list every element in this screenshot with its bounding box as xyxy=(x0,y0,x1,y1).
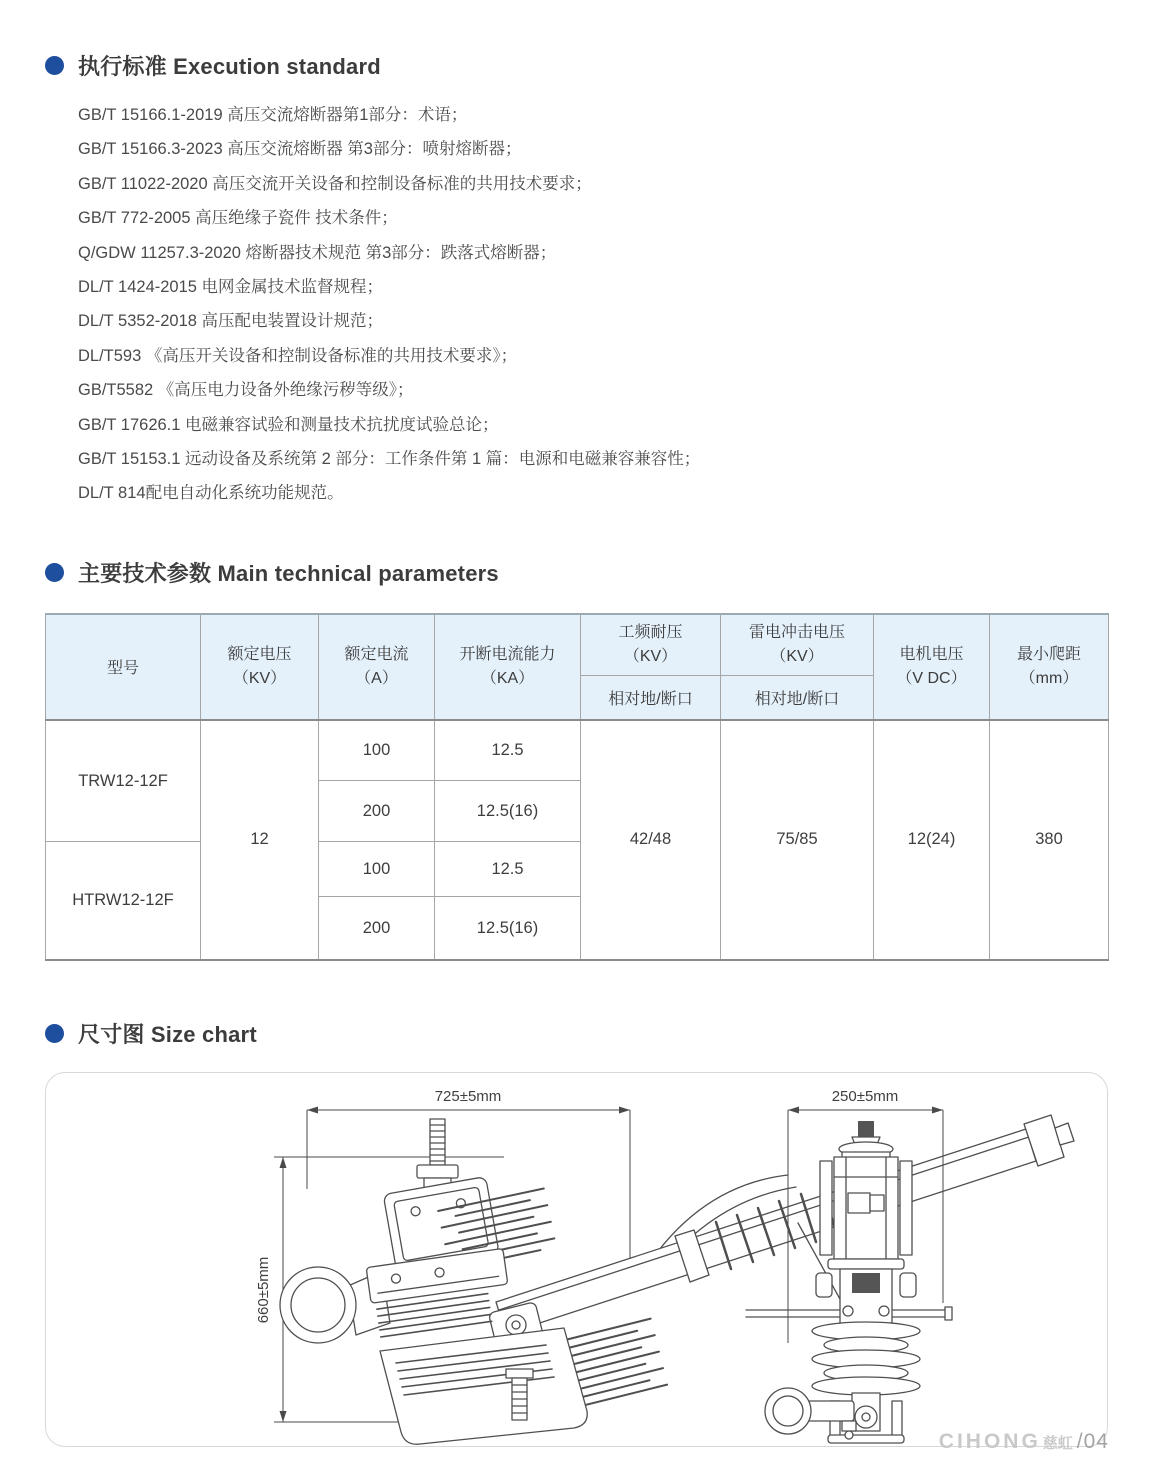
section-header xyxy=(45,50,1108,81)
header-line: 最小爬距 xyxy=(1016,645,1081,663)
section-header xyxy=(45,557,1108,588)
standard-item: GB/T 15153.1 远动设备及系统第 2 部分：工作条件第 1 篇：电源和电磁兼容兼容性； xyxy=(78,450,701,469)
header-line: 额定电流 xyxy=(344,645,409,663)
col-header-pf-withstand xyxy=(581,614,721,676)
header-line: （A） xyxy=(355,669,398,687)
standard-item: GB/T 17626.1 电磁兼容试验和测量技术抗扰度试验总论； xyxy=(78,415,499,434)
standard-item: Q/GDW 11257.3-2020 熔断器技术规范 第3部分：跌落式熔断器； xyxy=(78,243,557,262)
cell-breaking: 12.5 xyxy=(435,842,581,897)
section-bullet-icon xyxy=(45,1024,64,1043)
header-line: （KV） xyxy=(232,669,287,687)
cell-model-trw12: TRW12-12F xyxy=(46,720,201,842)
size-chart-box xyxy=(45,1072,1108,1447)
brand-logo-cn: 慈虹 xyxy=(1042,1435,1073,1452)
section-title-size-chart: 尺寸图 Size chart xyxy=(78,1021,257,1047)
cell-rated-voltage: 12 xyxy=(201,720,319,960)
col-header-creepage xyxy=(990,614,1109,720)
cell-breaking: 12.5(16) xyxy=(435,897,581,960)
header-line: 额定电压 xyxy=(227,645,292,663)
page-number: /04 xyxy=(1076,1430,1109,1453)
parameters-table xyxy=(45,613,1109,961)
section-parameters xyxy=(45,557,1108,961)
standard-item: GB/T 15166.3-2023 高压交流熔断器 第3部分：喷射熔断器； xyxy=(78,140,522,159)
standard-item: GB/T5582 《高压电力设备外绝缘污秽等级》； xyxy=(78,381,414,400)
cell-current: 200 xyxy=(319,897,435,960)
cell-lightning: 75/85 xyxy=(721,720,874,960)
header-line: （KV） xyxy=(770,648,824,666)
section-header xyxy=(45,1018,1108,1049)
header-line: 工频耐压 xyxy=(618,624,683,642)
header-line: （mm） xyxy=(1019,669,1079,687)
col-header-model: 型号 xyxy=(46,614,201,720)
section-title-parameters: 主要技术参数 Main technical parameters xyxy=(78,560,499,586)
standard-item: GB/T 15166.1-2019 高压交流熔断器第1部分：术语； xyxy=(78,106,468,124)
header-line: （V DC） xyxy=(896,669,967,687)
dimension-height-label: 660±5mm xyxy=(255,1256,272,1324)
brand-logo: CIHONG xyxy=(938,1430,1041,1453)
cell-creepage: 380 xyxy=(990,720,1109,960)
subheader-lightning-phase-break: 相对地/断口 xyxy=(721,676,874,720)
cell-current: 200 xyxy=(319,781,435,842)
section-bullet-icon xyxy=(45,563,64,582)
size-chart-drawing xyxy=(46,1073,1106,1445)
cell-breaking: 12.5 xyxy=(435,720,581,781)
dimension-width-label: 725±5mm xyxy=(434,1087,502,1105)
col-header-lightning-impulse xyxy=(721,614,874,676)
header-line: 雷电冲击电压 xyxy=(748,624,845,642)
section-bullet-icon xyxy=(45,56,64,75)
cell-breaking: 12.5(16) xyxy=(435,781,581,842)
cell-motor-voltage: 12(24) xyxy=(874,720,990,960)
page-footer xyxy=(939,1430,1109,1454)
standard-item: DL/T 814配电自动化系统功能规范。 xyxy=(78,484,344,503)
section-execution-standard xyxy=(45,50,1108,511)
standard-item: DL/T 1424-2015 电网金属技术监督规程； xyxy=(78,278,384,297)
cell-current: 100 xyxy=(319,842,435,897)
cell-current: 100 xyxy=(319,720,435,781)
section-title-execution-standard: 执行标准 Execution standard xyxy=(78,54,381,79)
standard-item: DL/T593 《高压开关设备和控制设备标准的共用技术要求》； xyxy=(78,346,518,365)
side-view-drawing xyxy=(280,1115,1074,1444)
standard-item: GB/T 11022-2020 高压交流开关设备和控制设备标准的共用技术要求； xyxy=(78,174,592,193)
dimension-depth-label: 250±5mm xyxy=(831,1087,899,1105)
col-header-motor-voltage xyxy=(874,614,990,720)
section-size-chart xyxy=(45,1018,1108,1447)
standard-item: GB/T 772-2005 高压绝缘子瓷件 技术条件； xyxy=(78,209,398,228)
col-header-rated-current xyxy=(319,614,435,720)
col-header-breaking-capacity xyxy=(435,614,581,720)
cell-pf-withstand: 42/48 xyxy=(581,720,721,960)
header-line: （KA） xyxy=(480,669,535,687)
header-line: （KV） xyxy=(623,648,678,666)
header-line: 开断电流能力 xyxy=(459,645,556,663)
subheader-pf-phase-break: 相对地/断口 xyxy=(581,676,721,720)
col-header-rated-voltage xyxy=(201,614,319,720)
standards-list xyxy=(78,98,1108,511)
header-line: 电机电压 xyxy=(899,645,964,663)
standard-item: DL/T 5352-2018 高压配电装置设计规范； xyxy=(78,312,384,331)
cell-model-htrw12: HTRW12-12F xyxy=(46,842,201,960)
